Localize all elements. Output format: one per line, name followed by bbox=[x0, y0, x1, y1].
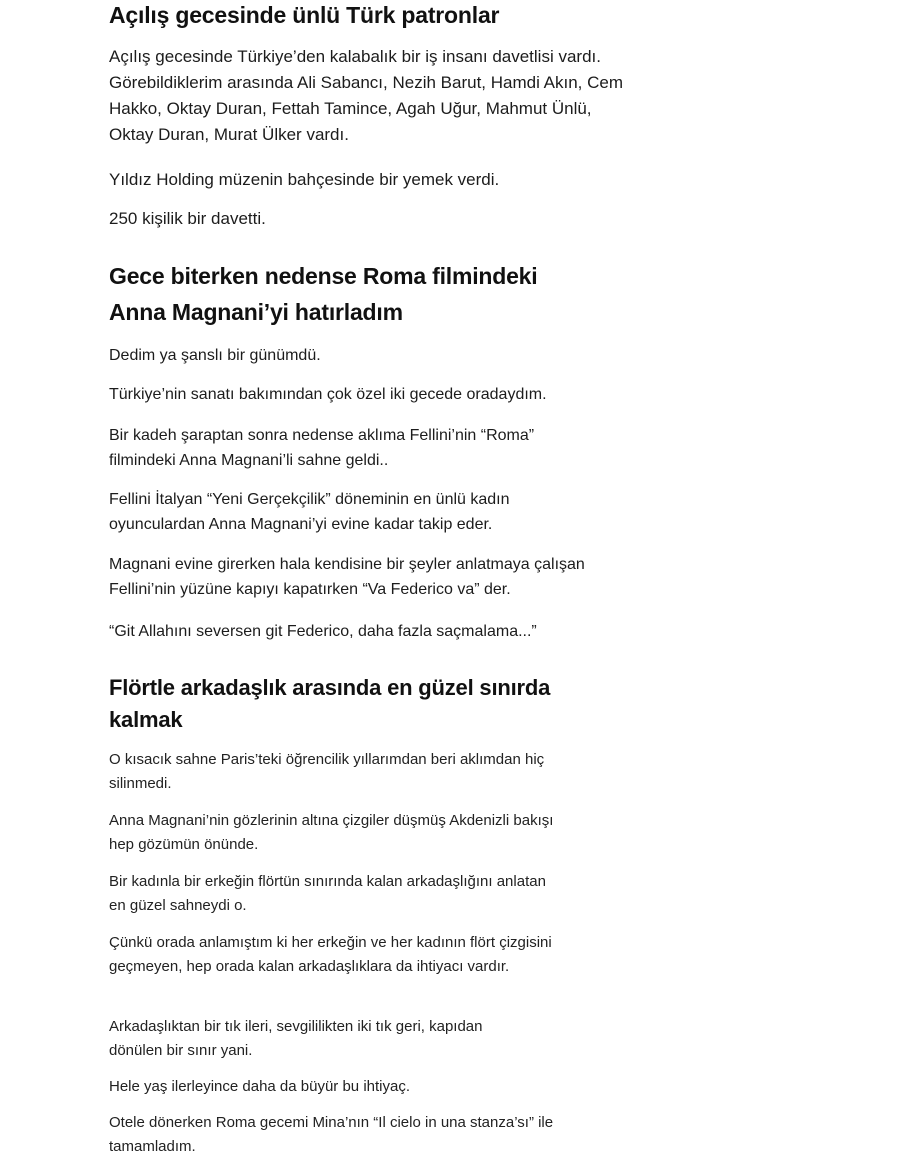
section-3-paragraph-4: Çünkü orada anlamıştım ki her erkeğin ve her kadının flört çizgisini geçmeyen, hep orada kalan arkadaşlıklara da ihtiyacı vardır. bbox=[109, 934, 552, 975]
section-3-heading-wrap bbox=[109, 672, 579, 736]
section-3-paragraph-5: Arkadaşlıktan bir tık ileri, sevgililikten iki tık geri, kapıdan dönülen bir sınır yani. bbox=[109, 1018, 483, 1059]
section-3-paragraph-1: O kısacık sahne Paris’teki öğrencilik yıllarımdan beri aklımdan hiç silinmedi. bbox=[109, 751, 545, 792]
section-3-para-2-wrap bbox=[109, 809, 579, 857]
section-3-para-3-wrap bbox=[109, 870, 559, 918]
section-1-para-3-wrap bbox=[109, 206, 669, 232]
section-3-paragraph-7: Otele dönerken Roma gecemi Mina’nın “Il cielo in una stanza’sı” ile tamamladım. bbox=[109, 1114, 554, 1155]
section-3-para-4-wrap bbox=[109, 931, 579, 979]
section-1-para-2-wrap bbox=[109, 167, 669, 193]
section-2-para-6-wrap bbox=[109, 619, 669, 644]
section-1-heading: Açılış gecesinde ünlü Türk patronlar bbox=[109, 2, 500, 28]
section-2-para-2-wrap bbox=[109, 382, 669, 407]
section-3-paragraph-6: Hele yaş ilerleyince daha da büyür bu ihtiyaç. bbox=[109, 1078, 411, 1095]
section-1-paragraph-2: Yıldız Holding müzenin bahçesinde bir yemek verdi. bbox=[109, 170, 500, 189]
section-3-para-6-wrap bbox=[109, 1075, 669, 1099]
section-2-paragraph-1: Dedim ya şanslı bir günümdü. bbox=[109, 347, 321, 364]
section-2-paragraph-2: Türkiye’nin sanatı bakımından çok özel iki gecede oradaydım. bbox=[109, 386, 547, 403]
section-2-para-3-wrap bbox=[109, 423, 589, 473]
section-2-paragraph-3: Bir kadeh şaraptan sonra nedense aklıma Fellini’nin “Roma” filmindeki Anna Magnani’li sahne geldi.. bbox=[109, 427, 535, 469]
section-3-heading: Flörtle arkadaşlık arasında en güzel sınırda kalmak bbox=[109, 675, 551, 732]
section-2-paragraph-4: Fellini İtalyan “Yeni Gerçekçilik” döneminin en ünlü kadın oyunculardan Anna Magnani’yi evine kadar takip eder. bbox=[109, 491, 510, 533]
section-2-paragraph-5: Magnani evine girerken hala kendisine bir şeyler anlatmaya çalışan Fellini’nin yüzüne kapıyı kapatırken “Va Federico va” der. bbox=[109, 556, 585, 598]
section-2-para-5-wrap bbox=[109, 552, 629, 602]
section-2-paragraph-6: “Git Allahını seversen git Federico, daha fazla saçmalama...” bbox=[109, 623, 537, 640]
section-1-paragraph-1: Açılış gecesinde Türkiye’den kalabalık bir iş insanı davetlisi vardı. Görebildiklerim arasında Ali Sabancı, Nezih Barut, Hamdi Akın, Cem Hakko, Oktay Duran, Fettah Tamince, Agah Uğur, Mahmut Ünlü, Oktay Duran, Murat Ülker vardı. bbox=[109, 47, 624, 144]
section-2-para-4-wrap bbox=[109, 487, 579, 537]
section-1-para-1-wrap bbox=[109, 44, 634, 148]
section-3-para-1-wrap bbox=[109, 748, 579, 796]
section-3-para-7-wrap bbox=[109, 1111, 589, 1159]
section-3-paragraph-3: Bir kadınla bir erkeğin flörtün sınırında kalan arkadaşlığını anlatan en güzel sahneydi o. bbox=[109, 873, 546, 914]
section-3-paragraph-2: Anna Magnani’nin gözlerinin altına çizgiler düşmüş Akdenizli bakışı hep gözümün önünde. bbox=[109, 812, 554, 853]
section-1-paragraph-3: 250 kişilik bir davetti. bbox=[109, 209, 266, 228]
section-2-heading-wrap bbox=[109, 258, 579, 330]
section-2-para-1-wrap bbox=[109, 343, 669, 368]
section-1 bbox=[109, 0, 669, 33]
section-3-para-5-wrap bbox=[109, 1015, 539, 1063]
section-2-heading: Gece biterken nedense Roma filmindeki Anna Magnani’yi hatırladım bbox=[109, 263, 538, 325]
